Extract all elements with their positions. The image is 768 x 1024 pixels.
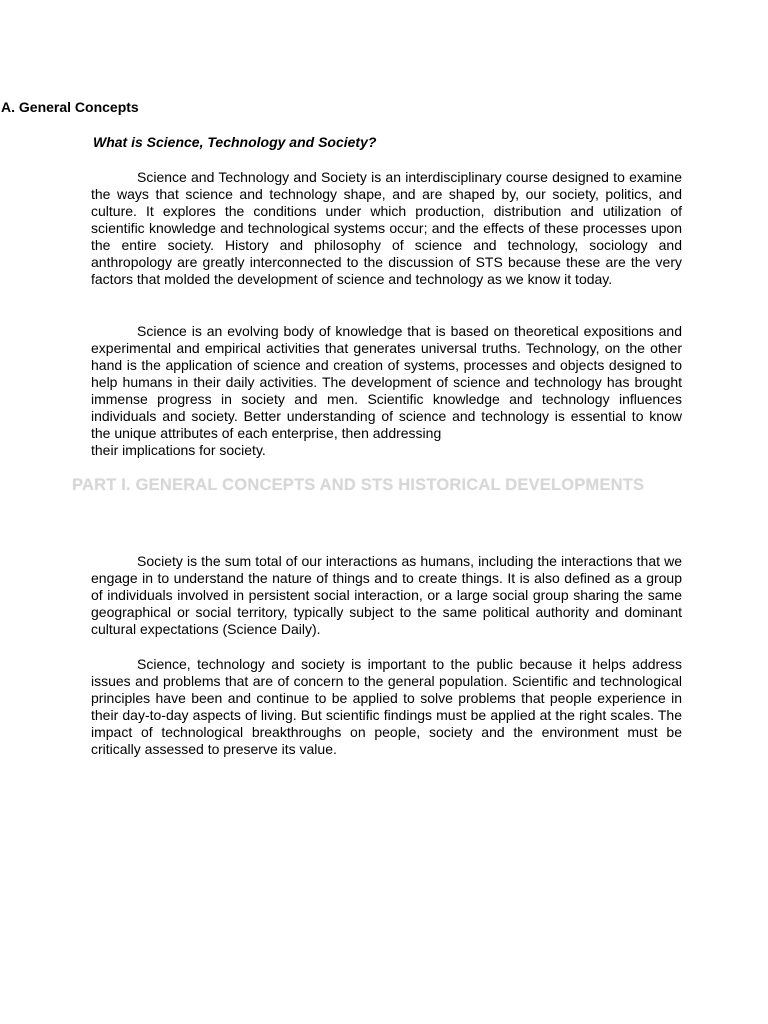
paragraph-science-technology-tail: their implications for society. [91, 442, 266, 458]
paragraph-sts-definition: Science and Technology and Society is an interdisciplinary course designed to examine the ways that science and technology shape, and are shaped by, our society, politics, and culture. It explores the conditions under which production, distribution and utilization of scientific knowledge and technological systems occur; and the effects of these processes upon the entire society. History and philosophy of science and technology, sociology and anthropology are greatly interconnected to the discussion of STS because these are the very factors that molded the development of science and technology as we know it today. [91, 169, 682, 287]
part-title-watermark: PART I. GENERAL CONCEPTS AND STS HISTORICAL DEVELOPMENTS [72, 476, 645, 494]
paragraph-science-technology [91, 323, 682, 459]
paragraph-science-technology-body: Science is an evolving body of knowledge that is based on theoretical expositions and experimental and empirical activities that generates universal truths. Technology, on the other hand is the application of science and creation of systems, processes and objects designed to help humans in their daily activities. The development of science and technology has brought immense progress in society and men. Scientific knowledge and technology influences individuals and society. Better understanding of science and technology is essential to know the unique attributes of each enterprise, then addressing [91, 323, 682, 441]
question-heading: What is Science, Technology and Society? [93, 134, 377, 150]
section-heading: A. General Concepts [1, 99, 139, 115]
paragraph-sts-importance: Science, technology and society is important to the public because it helps address issues and problems that are of concern to the general population. Scientific and technological principles have been and continue to be applied to solve problems that people experience in their day-to-day aspects of living. But scientific findings must be applied at the right scales. The impact of technological breakthroughs on people, society and the environment must be critically assessed to preserve its value. [91, 656, 682, 757]
paragraph-society-definition: Society is the sum total of our interactions as humans, including the interactions that we engage in to understand the nature of things and to create things. It is also defined as a group of individuals involved in persistent social interaction, or a large social group sharing the same geographical or social territory, typically subject to the same political authority and dominant cultural expectations (Science Daily). [91, 553, 682, 637]
